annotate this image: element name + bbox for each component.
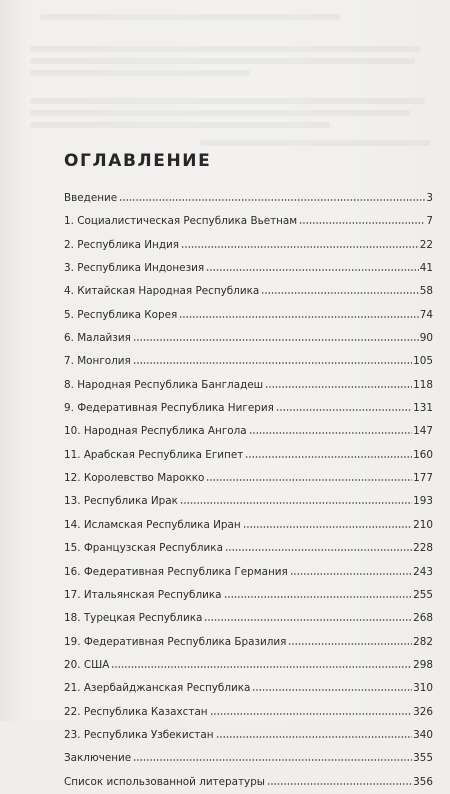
toc-entry-label: 1. Социалистическая Республика Вьетнам	[64, 215, 298, 228]
toc-entry-label: 2. Республика Индия	[64, 238, 180, 251]
toc-entry-label: 9. Федеративная Республика Нигерия	[64, 402, 274, 415]
dot-leader	[206, 260, 419, 272]
toc-entry-label: 20. США	[64, 658, 110, 671]
toc-entry	[64, 654, 433, 677]
toc-entry-label: 21. Азербайджанская Республика	[64, 682, 251, 695]
dot-leader	[181, 237, 419, 249]
toc-entry-page-number: 147	[413, 425, 433, 438]
toc-entry-page-number: 298	[413, 658, 433, 671]
toc-entry-label: 8. Народная Республика Бангладеш	[64, 378, 264, 391]
bleed-through-line	[30, 98, 425, 104]
toc-entry-page-number: 326	[413, 705, 433, 718]
dot-leader	[225, 540, 412, 552]
toc-entry-page-number: 228	[413, 542, 433, 555]
toc-entry	[64, 467, 433, 490]
toc-entry	[64, 257, 433, 280]
toc-entry-page-number: 7	[426, 215, 433, 228]
dot-leader	[261, 283, 419, 295]
toc-entry-label: 5. Республика Корея	[64, 308, 178, 321]
toc-entry	[64, 584, 433, 607]
toc-entry	[64, 724, 433, 747]
bleed-through-line	[30, 110, 410, 116]
toc-entry-page-number: 3	[426, 192, 433, 204]
bleed-through-line	[30, 122, 330, 128]
dot-leader	[119, 190, 425, 202]
toc-entry	[64, 234, 433, 257]
toc-entry-label: 18. Турецкая Республика	[64, 612, 203, 625]
toc-entry-page-number: 310	[413, 682, 433, 695]
dot-leader	[243, 517, 412, 529]
dot-leader	[133, 353, 412, 365]
toc-entry-label: 10. Народная Республика Ангола	[64, 425, 247, 438]
toc-entry-page-number: 58	[419, 285, 433, 298]
toc-entry	[64, 771, 433, 794]
toc-entry	[64, 537, 433, 560]
toc-entry	[64, 561, 433, 584]
dot-leader	[179, 307, 419, 319]
bleed-through-line	[30, 70, 250, 76]
dot-leader	[267, 774, 412, 786]
toc-entry-page-number: 355	[413, 752, 433, 765]
toc-entry	[64, 280, 433, 303]
dot-leader	[299, 213, 425, 225]
toc-entry	[64, 747, 433, 770]
toc-entry-page-number: 160	[413, 448, 433, 461]
dot-leader	[206, 470, 412, 482]
toc-entry-label: 4. Китайская Народная Республика	[64, 285, 260, 298]
toc-entry-label: Заключение	[64, 752, 132, 765]
toc-entry-page-number: 118	[413, 378, 433, 391]
toc-entry	[64, 210, 433, 233]
dot-leader	[265, 377, 412, 389]
dot-leader	[224, 587, 413, 599]
toc-entry-page-number: 255	[413, 588, 433, 601]
dot-leader	[133, 330, 419, 342]
toc-entry-label: 19. Федеративная Республика Бразилия	[64, 635, 287, 648]
toc-entry-label: 3. Республика Индонезия	[64, 262, 205, 275]
table-of-contents	[64, 187, 433, 794]
toc-entry	[64, 350, 433, 373]
toc-entry-label: 7. Монголия	[64, 355, 131, 368]
page-title: ОГЛАВЛЕНИЕ	[64, 151, 212, 171]
toc-entry	[64, 327, 433, 350]
toc-entry-page-number: 193	[413, 495, 433, 508]
toc-entry-page-number: 22	[419, 238, 433, 251]
dot-leader	[276, 400, 412, 412]
toc-entry-page-number: 41	[419, 262, 433, 275]
toc-entry	[64, 187, 433, 210]
dot-leader	[204, 610, 412, 622]
toc-entry-page-number: 356	[413, 775, 433, 788]
toc-entry	[64, 374, 433, 397]
toc-entry-page-number: 340	[413, 728, 433, 741]
toc-entry-label: Введение	[64, 192, 118, 204]
toc-entry-label: 12. Королевство Марокко	[64, 472, 205, 485]
toc-entry-page-number: 74	[419, 308, 433, 321]
toc-entry-label: 13. Республика Ирак	[64, 495, 178, 508]
toc-entry	[64, 444, 433, 467]
toc-entry-page-number: 210	[413, 518, 433, 531]
toc-entry	[64, 677, 433, 700]
dot-leader	[180, 493, 412, 505]
toc-entry-page-number: 90	[419, 332, 433, 345]
toc-entry-page-number: 105	[413, 355, 433, 368]
bleed-through-line	[40, 14, 340, 20]
toc-entry-label: 23. Республика Узбекистан	[64, 728, 214, 741]
toc-entry	[64, 514, 433, 537]
dot-leader	[216, 727, 413, 739]
toc-entry-page-number: 131	[413, 402, 433, 415]
toc-entry-label: 11. Арабская Республика Египет	[64, 448, 244, 461]
dot-leader	[111, 657, 412, 669]
toc-entry	[64, 701, 433, 724]
dot-leader	[210, 704, 413, 716]
toc-entry-label: 6. Малайзия	[64, 332, 131, 345]
toc-entry-page-number: 268	[413, 612, 433, 625]
dot-leader	[249, 423, 413, 435]
bleed-through-line	[200, 140, 430, 146]
toc-entry-page-number: 177	[413, 472, 433, 485]
toc-entry	[64, 304, 433, 327]
bleed-through-line	[30, 46, 420, 52]
toc-entry-label: 16. Федеративная Республика Германия	[64, 565, 288, 578]
toc-entry-page-number: 282	[413, 635, 433, 648]
toc-entry-page-number: 243	[413, 565, 433, 578]
toc-entry-label: 17. Итальянская Республика	[64, 588, 222, 601]
bleed-through-line	[30, 58, 415, 64]
toc-entry-label: 15. Французская Республика	[64, 542, 223, 555]
toc-entry	[64, 397, 433, 420]
toc-entry	[64, 607, 433, 630]
dot-leader	[245, 447, 412, 459]
toc-entry-label: 22. Республика Казахстан	[64, 705, 208, 718]
dot-leader	[288, 634, 412, 646]
dot-leader	[290, 564, 412, 576]
dot-leader	[252, 680, 412, 692]
toc-entry	[64, 420, 433, 443]
toc-entry	[64, 631, 433, 654]
toc-entry	[64, 490, 433, 513]
toc-entry-label: 14. Исламская Республика Иран	[64, 518, 241, 531]
toc-entry-label: Список использованной литературы	[64, 775, 266, 788]
dot-leader	[133, 750, 412, 762]
